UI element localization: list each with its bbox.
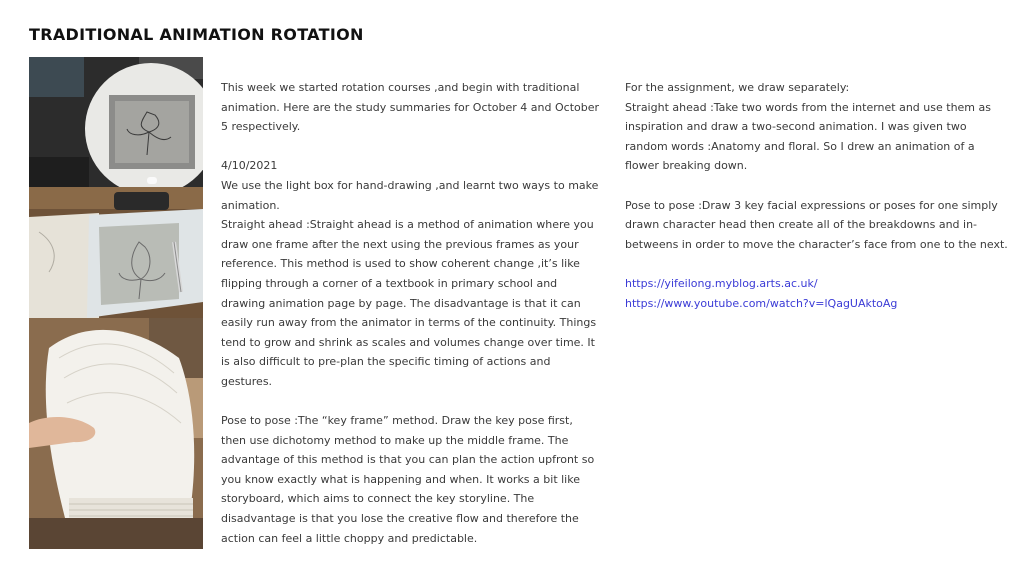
assignment-column (625, 78, 1010, 313)
intro-paragraph: This week we started rotation courses ,and begin with traditional animation. Here are the study summaries for October 4 and October 5 respectively. (221, 81, 600, 134)
flipbook-photo (29, 318, 203, 549)
youtube-link[interactable]: https://www.youtube.com/watch?v=lQagUAktoAg (625, 296, 898, 310)
assignment-intro: For the assignment, we draw separately: (625, 81, 850, 94)
straight-ahead-paragraph: Straight ahead :Straight ahead is a method of animation where you draw one frame after the next using the previous frames as your reference. This method is used to show coherent change ,it’s like flipping through a corner of a textbook in primary school and drawing animation page by page. The disadvantage is that it can easily run away from the animator in terms of the continuity. Things tend to grow and shrink as scales and volumes change over time. It is also difficult to pre-plan the specific timing of actions and gestures. (221, 218, 597, 388)
drawing-desk-photo (29, 187, 203, 318)
page-title: TRADITIONAL ANIMATION ROTATION (29, 25, 364, 44)
blog-link[interactable]: https://yifeilong.myblog.arts.ac.uk/ (625, 276, 818, 290)
summary-column (221, 78, 601, 548)
lightbox-photo (29, 57, 203, 187)
date-label: 4/10/2021 (221, 159, 278, 173)
assignment-straight-ahead: Straight ahead :Take two words from the internet and use them as inspiration and draw a two-second animation. I was given two random words :Anatomy and floral. So I drew an animation of a flower breaking down. (625, 100, 991, 173)
assignment-pose-to-pose: Pose to pose :Draw 3 key facial expressions or poses for one simply drawn character head then create all of the breakdowns and in-betweens in order to move the character’s face from one to the next. (625, 198, 1008, 251)
lightbox-paragraph: We use the light box for hand-drawing ,and learnt two ways to make animation. (221, 178, 599, 212)
pose-to-pose-paragraph: Pose to pose :The “key frame” method. Draw the key pose first, then use dichotomy method to make up the middle frame. The advantage of this method is that you can plan the action upfront so you know exactly what is happening and when. It works a bit like storyboard, which aims to connect the key storyline. The disadvantage is that you lose the creative flow and therefore the action can feel a little choppy and predictable. (221, 414, 595, 545)
